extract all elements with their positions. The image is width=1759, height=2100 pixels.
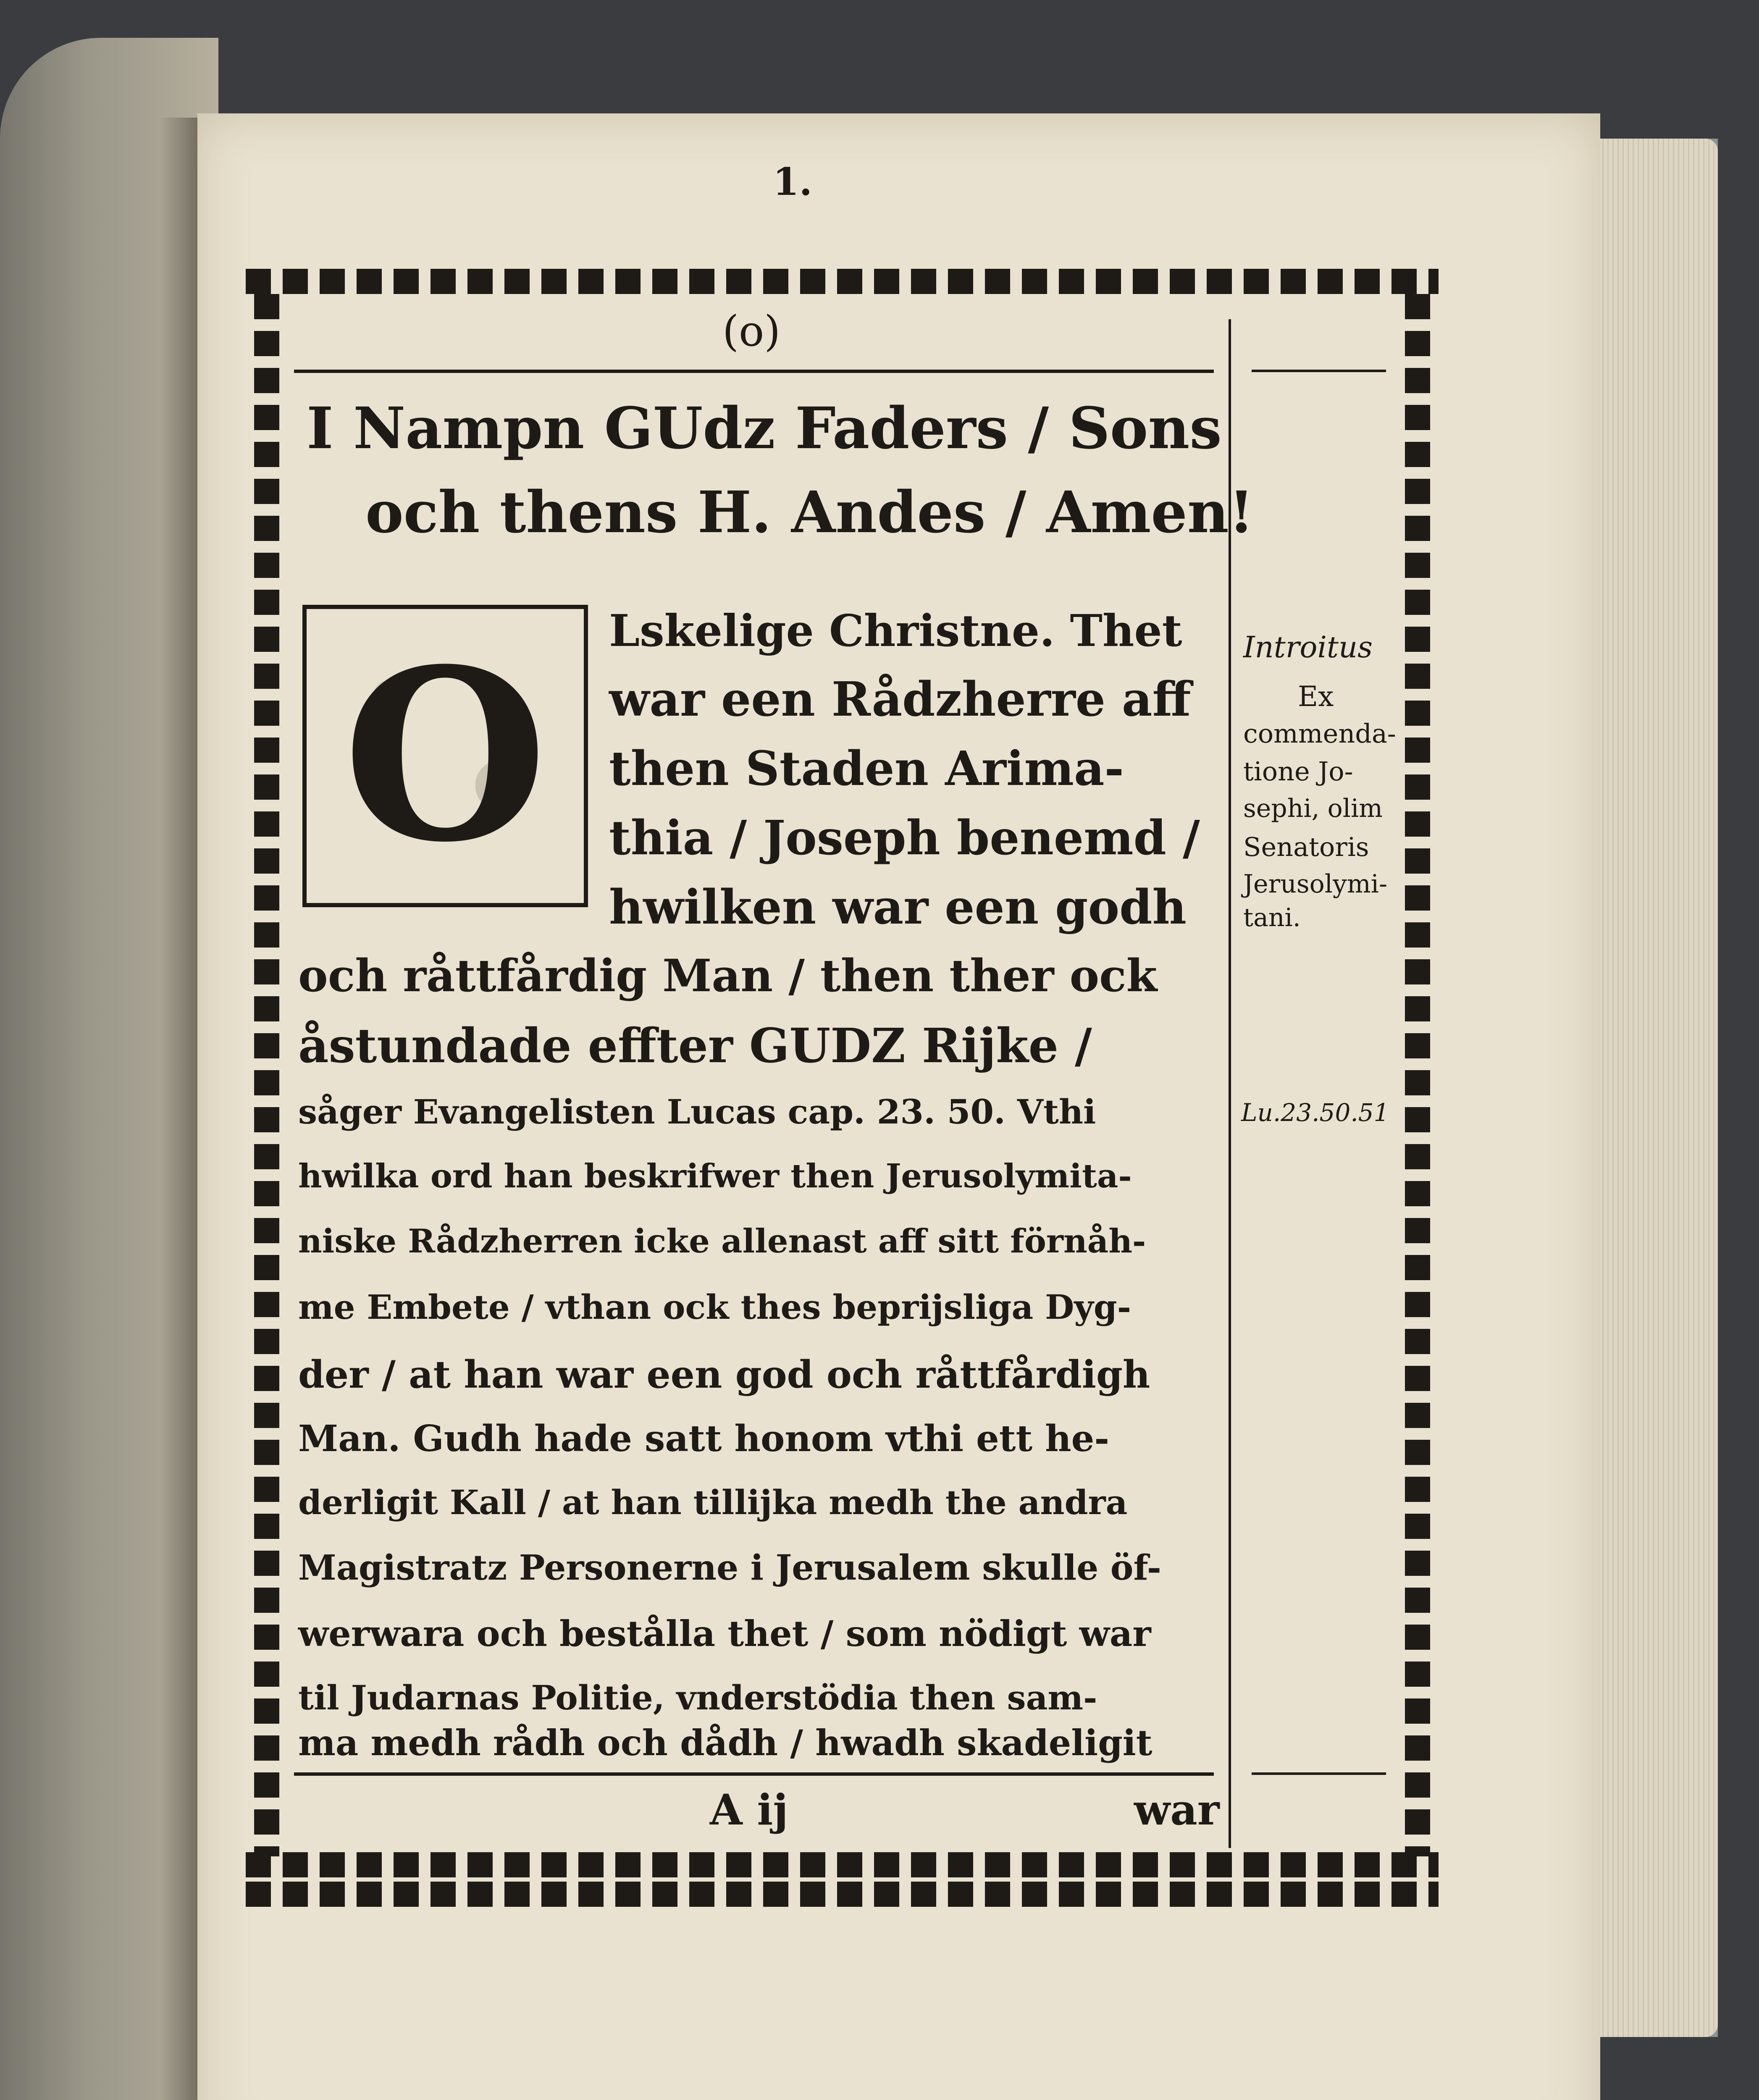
margin-note-line: Senatoris (1243, 832, 1369, 862)
ornamental-border-right (1405, 294, 1430, 1856)
body-line: hwilka ord han beskrifwer then Jerusolymita- (298, 1157, 1132, 1195)
body-line: thia / Joseph benemd / (609, 811, 1200, 866)
body-line: Lskelige Christne. Thet (609, 605, 1182, 656)
margin-note-line: sephi, olim (1243, 794, 1383, 823)
margin-note-line: Jerusolymi- (1243, 869, 1388, 899)
decorated-initial: O (302, 605, 588, 907)
column-divider (1229, 319, 1231, 1848)
margin-reference: Lu.23.50.51 (1241, 1098, 1389, 1127)
body-line: der / at han war een god och råttfårdigh (298, 1352, 1150, 1397)
catchword: war (1134, 1785, 1220, 1835)
margin-note-line: Ex (1298, 680, 1334, 713)
ornamental-border-top (246, 269, 1439, 294)
margin-note-line: commenda- (1243, 718, 1396, 749)
footer-rule (294, 1772, 1214, 1776)
body-line: såger Evangelisten Lucas cap. 23. 50. Vthi (298, 1092, 1096, 1131)
margin-note-line: Introitus (1243, 630, 1373, 664)
body-line: me Embete / vthan ock thes beprijsliga Dyg- (298, 1287, 1132, 1327)
signature-mark: 1. (773, 160, 812, 204)
body-line: niske Rådzherren icke allenast aff sitt förnåh- (298, 1222, 1146, 1260)
body-line: åstundade effter GUDZ Rijke / (298, 1018, 1092, 1074)
ornamental-border-bottom (246, 1882, 1439, 1907)
body-line: Man. Gudh hade satt honom vthi ett he- (298, 1418, 1110, 1460)
body-line: werwara och bestålla thet / som nödigt war (298, 1613, 1151, 1654)
ornamental-border-bottom-inner (246, 1852, 1439, 1877)
ornamental-border-left (254, 294, 279, 1856)
footer-signature: A ij (710, 1785, 788, 1835)
body-line: derligit Kall / at han tillijka medh the andra (298, 1483, 1128, 1522)
margin-note-line: tione Jo- (1243, 756, 1353, 787)
body-line: Magistratz Personerne i Jerusalem skulle öf- (298, 1548, 1161, 1588)
body-line: hwilken war een godh (609, 880, 1187, 935)
page-number: (o) (722, 307, 781, 356)
margin-footer-rule (1252, 1772, 1386, 1775)
header-rule (294, 370, 1214, 373)
margin-header-rule (1252, 370, 1386, 372)
heading-line-2: och thens H. Andes / Amen! (365, 479, 1254, 546)
body-line: then Staden Arima- (609, 741, 1124, 796)
margin-note-line: tani. (1243, 903, 1301, 932)
body-line: och råttfårdig Man / then ther ock (298, 949, 1158, 1002)
heading-line-1: I Nampn GUdz Faders / Sons (307, 395, 1222, 462)
body-line: ma medh rådh och dådh / hwadh skadeligit (298, 1722, 1153, 1764)
body-line: til Judarnas Politie, vnderstödia then sam- (298, 1678, 1097, 1717)
body-line: war een Rådzherre aff (609, 672, 1191, 727)
